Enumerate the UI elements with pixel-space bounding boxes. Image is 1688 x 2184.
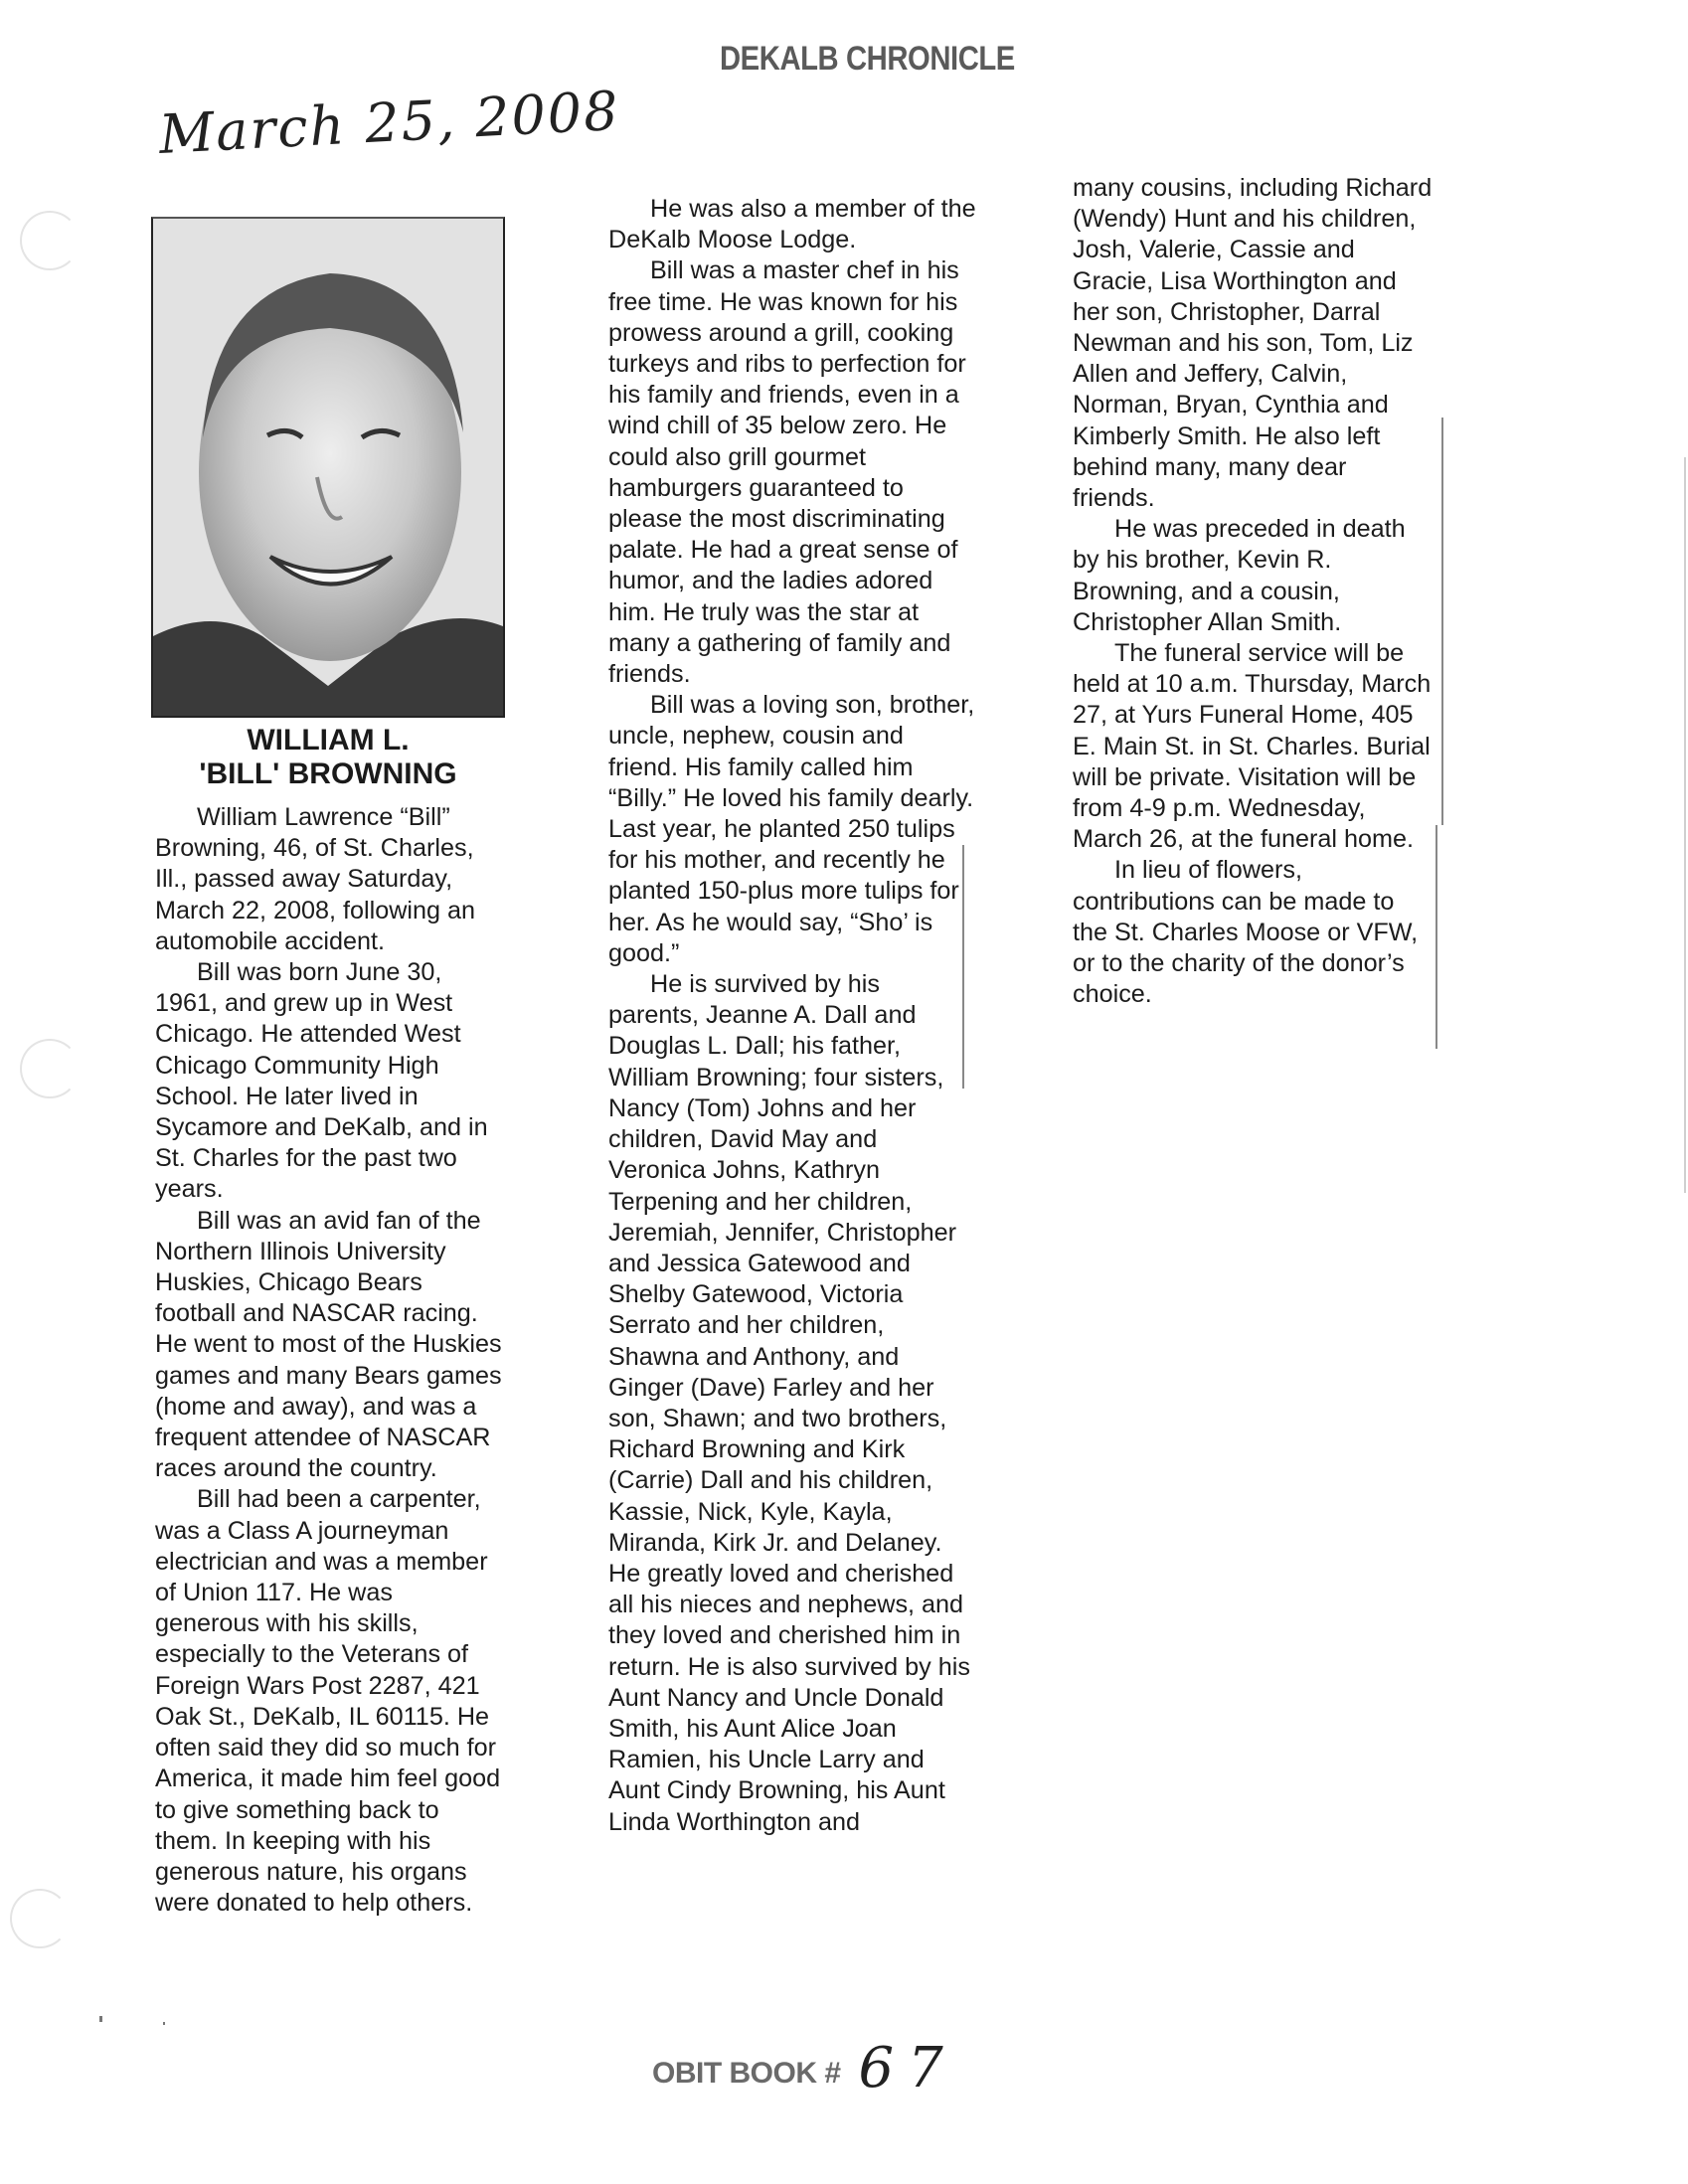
paragraph: Bill was born June 30, 1961, and grew up in West Chicago. He attended West Chicago Community High School. He later lived in Sycamore and DeKalb, and in St. Charles for the past two years. (155, 958, 488, 1204)
headline-line-2: 'BILL' BROWNING (199, 757, 457, 790)
newspaper-masthead: DEKALB CHRONICLE (720, 40, 1015, 78)
punch-hole-top (20, 211, 80, 270)
page-right-edge (1684, 457, 1686, 1193)
portrait-image-icon (153, 219, 503, 716)
obituary-headline (151, 724, 505, 791)
paragraph: many cousins, including Richard (Wendy) Hunt and his children, Josh, Valerie, Cassie and Gracie, Lisa Worthington and her son, Christopher, Darral Newman and his son, Tom, Liz Allen and Jeffery, Calvin, Norman, Bryan, Cynthia and Kimberly Smith. He also left behind many, many dear friends. (1073, 174, 1433, 513)
paragraph: He is survived by his parents, Jeanne A. Dall and Douglas L. Dall; his father, William Browning; four sisters, Nancy (Tom) Johns and her children, David May and Veronica Johns, Kathryn Terpening and her children, Jeremiah, Jennifer, Christopher and Jessica Gatewood and Shelby Gatewood, Victoria Serrato and her children, Shawna and Anthony, and Ginger (Dave) Farley and her son, Shawn; and two brothers, Richard Browning and Kirk (Carrie) Dall and his children, Kassie, Nick, Kyle, Kayla, Miranda, Kirk Jr. and Delaney. He greatly loved and cherished all his nieces and nephews, and they loved and cherished him in return. He is also survived by his Aunt Nancy and Uncle Donald Smith, his Aunt Alice Joan Ramien, his Uncle Larry and Aunt Cindy Browning, his Aunt Linda Worthington and (608, 970, 970, 1836)
obit-book-label: OBIT BOOK # (652, 2057, 841, 2090)
column-3-cut-edge (1441, 418, 1443, 825)
paragraph: William Lawrence “Bill” Browning, 46, of St. Charles, Ill., passed away Saturday, March 22, 2008, following an automobile accident. (155, 803, 476, 955)
paragraph: Bill was a master chef in his free time. He was known for his prowess around a grill, cooking turkeys and ribs to perfection for his family and friends, even in a wind chill of 35 below zero. He could also grill gourmet hamburgers guaranteed to please the most discriminating palate. He had a great sense of humor, and the ladies adored him. He truly was the star at many a gathering of family and friends. (608, 256, 966, 689)
punch-hole-middle (20, 1039, 80, 1098)
paragraph: In lieu of flowers, contributions can be made to the St. Charles Moose or VFW, or to the charity of the donor’s choice. (1073, 856, 1419, 1009)
paragraph: He was preceded in death by his brother, Kevin R. Browning, and a cousin, Christopher Allan Smith. (1073, 515, 1406, 636)
article-column-3 (1073, 173, 1433, 1010)
column-3-cut-edge-lower (1435, 825, 1437, 1049)
obit-book-stamp (652, 2032, 957, 2100)
handwritten-date: March 25, 2008 (157, 79, 621, 166)
paragraph: The funeral service will be held at 10 a.m. Thursday, March 27, at Yurs Funeral Home, 405 E. Main St. in St. Charles. Burial will be private. Visitation will be from 4-9 p.m. Wednesday, March 26, at the funeral home. (1073, 639, 1432, 854)
paragraph: Bill was an avid fan of the Northern Illinois University Huskies, Chicago Bears football and NASCAR racing. He went to most of the Huskies games and many Bears games (home and away), and was a frequent attendee of NASCAR races around the country. (155, 1206, 502, 1483)
scan-speck (163, 2022, 165, 2025)
paragraph: Bill was a loving son, brother, uncle, nephew, cousin and friend. His family called him “Billy.” He loved his family dearly. Last year, he planted 250 tulips for his mother, and recently he planted 150-plus more tulips for her. As he would say, “Sho’ is good.” (608, 691, 975, 967)
article-column-1 (155, 802, 503, 1919)
column-2-cut-edge (962, 845, 964, 1089)
paragraph: Bill had been a carpenter, was a Class A journeyman electrician and was a member of Union 117. He was generous with his skills, especially to the Veterans of Foreign Wars Post 2287, 421 Oak St., DeKalb, IL 60115. He often said they did so much for America, it made him feel good to give something back to them. In keeping with his generous nature, his organs were donated to help others. (155, 1485, 501, 1918)
headline-line-1: WILLIAM L. (247, 724, 410, 756)
portrait-photo (151, 217, 505, 718)
handwritten-book-number: 67 (858, 2036, 957, 2100)
punch-hole-bottom (10, 1889, 70, 1948)
scan-speck (99, 2016, 102, 2022)
paragraph: He was also a member of the DeKalb Moose Lodge. (608, 195, 976, 254)
article-column-2 (608, 194, 976, 1838)
